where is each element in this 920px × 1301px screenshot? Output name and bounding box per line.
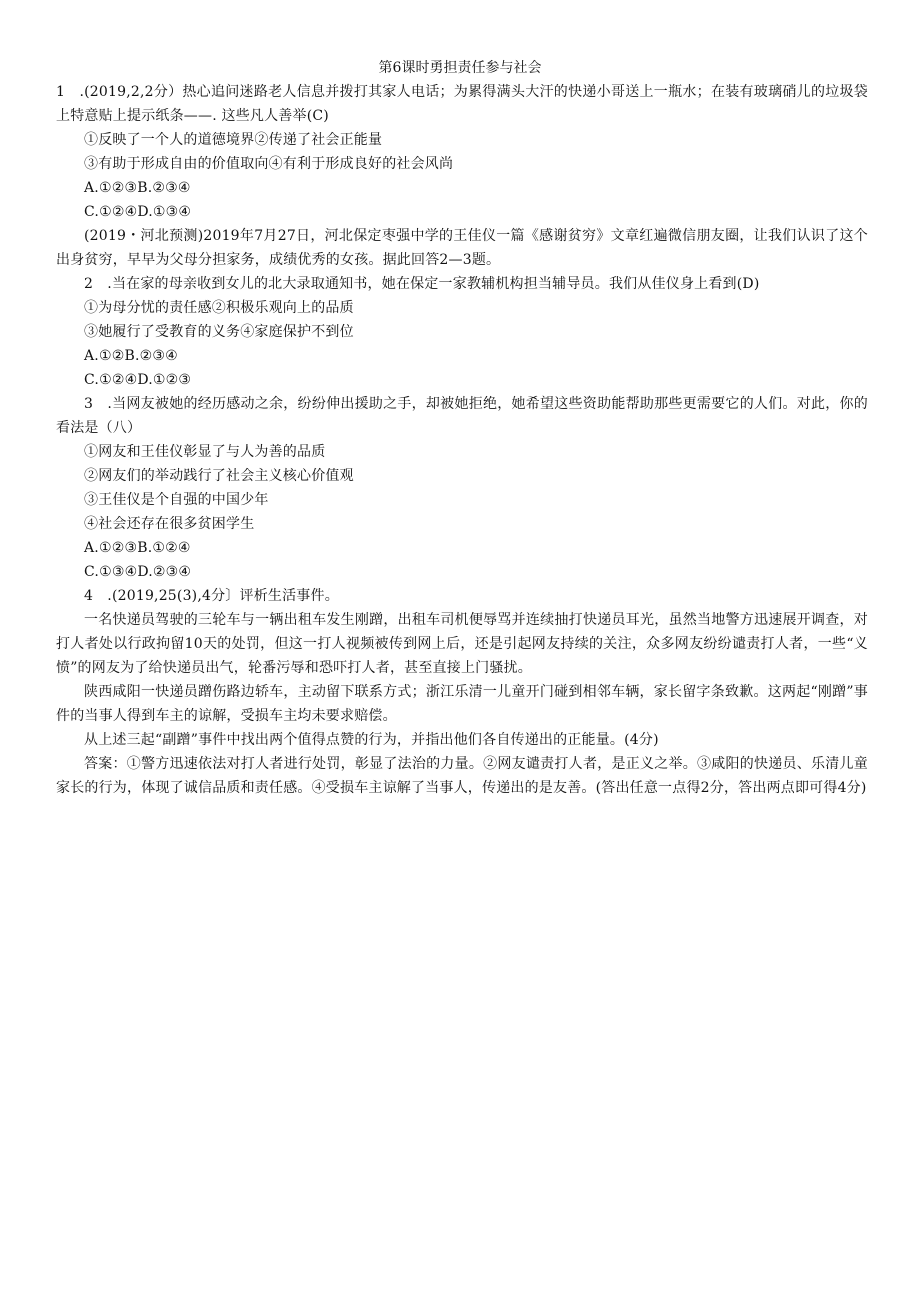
question-3-choices-cd: C.①③④D.②③④ (84, 564, 192, 580)
question-1-stem: 1 .(2019,2,2分）热心追问迷路老人信息并拨打其家人电话；为累得满头大汗的快递小哥送上一瓶水；在装有玻璃硝儿的垃圾袋上特意贴上提示纸条——. 这些凡人善举(C) (56, 84, 868, 124)
reading-material: (2019・河北预测)2019年7月27日，河北保定枣强中学的王佳仪一篇《感谢贫穷》文章红遍微信朋友圈，让我们认识了这个出身贫穷，早早为父母分担家务，成绩优秀的女孩。据此回答2—3题。 (56, 228, 868, 268)
question-1-choices-cd: C.①②④D.①③④ (84, 204, 192, 220)
question-1-choices-ab: A.①②③B.②③④ (84, 180, 191, 196)
question-2-choices-cd: C.①②④D.①②③ (84, 372, 192, 388)
question-2-stem: 2 .当在家的母亲收到女儿的北大录取通知书，她在保定一家教辅机构担当辅导员。我们从佳仪身上看到(D) (84, 276, 760, 292)
question-3-statement-3: ③王佳仪是个自强的中国少年 (84, 492, 269, 508)
question-1-statements-b: ③有助于形成自由的价值取向④有利于形成良好的社会风尚 (84, 156, 454, 172)
question-4-prompt: 从上述三起“副蹭”事件中找出两个值得点赞的行为，并指出他们各自传递出的正能量。(4分) (84, 732, 659, 748)
question-3-stem: 3 .当网友被她的经历感动之余，纷纷伸出援助之手，却被她拒绝，她希望这些资助能帮助那些更需要它的人们。对此，你的看法是（八） (56, 396, 868, 436)
question-3-statement-2: ②网友们的举动践行了社会主义核心价值观 (84, 468, 354, 484)
document-body (56, 80, 868, 800)
question-2-statements-a: ①为母分忧的责任感②积极乐观向上的品质 (84, 300, 354, 316)
question-2-statements-b: ③她履行了受教育的义务④家庭保护不到位 (84, 324, 354, 340)
question-1-statements-a: ①反映了一个人的道德境界②传递了社会正能量 (84, 132, 383, 148)
question-4-material-2: 陕西咸阳一快递员蹭伤路边轿车，主动留下联系方式；浙江乐清一儿童开门碰到相邻车辆，家长留字条致歉。这两起“刚蹭”事件的当事人得到车主的谅解，受损车主均未要求赔偿。 (56, 684, 868, 724)
page-title: 第6课时勇担责任参与社会 (378, 60, 542, 76)
question-4-material-1: 一名快递员驾驶的三轮车与一辆出租车发生刚蹭，出租车司机便辱骂并连续抽打快递员耳光，虽然当地警方迅速展开调查，对打人者处以行政拘留10天的处罚，但这一打人视频被传到网上后，还是引起网友持续的关注，众多网友纷纷谴责打人者，一些“义愤”的网友为了给快递员出气，轮番污辱和恐吓打人者，甚至直接上门骚扰。 (56, 612, 868, 676)
question-4-stem: 4 .(2019,25(3),4分〕评析生活事件。 (84, 588, 339, 604)
question-3-statement-4: ④社会还存在很多贫困学生 (84, 516, 255, 532)
question-3-choices-ab: A.①②③B.①②④ (84, 540, 191, 556)
question-3-statement-1: ①网友和王佳仪彰显了与人为善的品质 (84, 444, 326, 460)
question-4-answer: 答案：①警方迅速依法对打人者进行处罚，彰显了法治的力量。②网友谴责打人者，是正义之举。③咸阳的快递员、乐清儿童家长的行为，体现了诚信品质和责任感。④受损车主谅解了当事人，传递出的是友善。(答出任意一点得2分，答出两点即可得4分) (56, 756, 868, 796)
question-2-choices-ab: A.①②B.②③④ (84, 348, 178, 364)
